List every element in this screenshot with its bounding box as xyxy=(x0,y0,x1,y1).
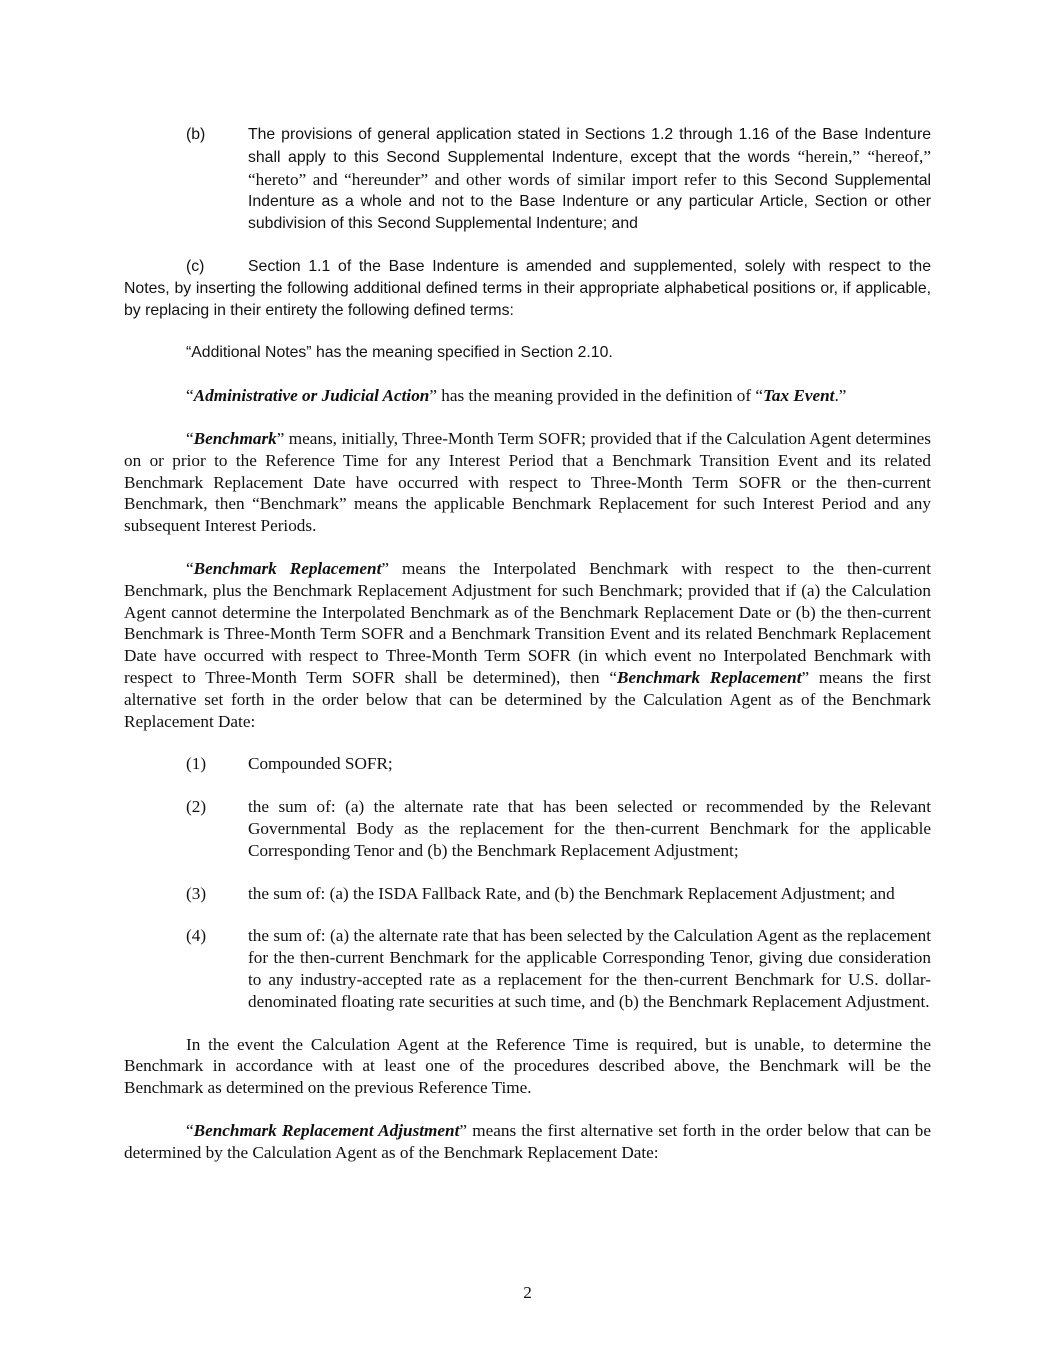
clause-b xyxy=(124,124,931,235)
list-item xyxy=(124,753,931,775)
list-item-label: (3) xyxy=(186,883,207,903)
definition-text: ” has the meaning provided in the definition of “ xyxy=(429,386,763,406)
definition-end: .” xyxy=(834,386,847,406)
definition-text: ” means the first alternative set forth in the order below that can be determined by the Calculation Agent as of the Benchmark Replacement Date: xyxy=(124,1120,932,1162)
definition-benchmark xyxy=(124,428,931,537)
open-quote: “ xyxy=(186,558,194,578)
list-item-label: (4) xyxy=(186,926,207,946)
definition-text-continued: ” means the first alternative set forth in the order below that can be determined by the Calculation Agent as of the Benchmark Replacement Date: xyxy=(124,667,931,731)
defined-term: Administrative or Judicial Action xyxy=(193,386,430,406)
list-item xyxy=(124,796,931,861)
clause-b-label: (b) xyxy=(186,126,206,143)
list-item xyxy=(124,925,931,1012)
clause-b-text-3: this Second Supplemental Indenture as a whole and not to the Base Indenture or any particular Article, Section or other subdivision of this Second Supplemental Indenture; and xyxy=(248,171,931,233)
document-page xyxy=(124,124,931,1163)
defined-term: Benchmark xyxy=(193,428,277,448)
open-quote: “ xyxy=(186,1120,194,1140)
definition-text: ” means the Interpolated Benchmark with respect to the then-current Benchmark, plus the Benchmark Replacement Adjustment for such Benchmark; provided that if (a) the Calculation Agent cannot determine the Interpolated Benchmark as of the Benchmark Replacement Date or (b) the then-current Benchmark is Three-Month Term SOFR and a Benchmark Transition Event and its related Benchmark Replacement Date have occurred with respect to Three-Month Term SOFR (in which event no Interpolated Benchmark with respect to Three-Month Term SOFR shall be determined), then “ xyxy=(124,558,931,687)
defined-term: Benchmark Replacement xyxy=(193,558,382,578)
list-item-label: (2) xyxy=(186,797,207,817)
definition-additional-notes: “Additional Notes” has the meaning specified in Section 2.10. xyxy=(186,344,613,362)
list-item-text: Compounded SOFR; xyxy=(248,754,393,774)
event-paragraph: In the event the Calculation Agent at the Reference Time is required, but is unable, to determine the Benchmark in accordance with at least one of the procedures described above, the Benchmark will be the Benchmark as determined on the previous Reference Time. xyxy=(124,1034,931,1098)
open-quote: “ xyxy=(186,428,194,448)
definition-benchmark-replacement xyxy=(124,558,931,732)
page-number: 2 xyxy=(523,1283,532,1302)
clause-c-text: Section 1.1 of the Base Indenture is amended and supplemented, solely with respect to the Notes, by inserting the following additional defined terms in their appropriate alphabetical positions or, if applicable, by replacing in their entirety the following defined terms: xyxy=(124,257,931,319)
list-item-text: the sum of: (a) the alternate rate that has been selected or recommended by the Relevant Governmental Body as the replacement for the then-current Benchmark for the applicable Corresponding Tenor and (b) the Benchmark Replacement Adjustment; xyxy=(248,797,931,860)
referenced-term: Tax Event xyxy=(763,386,835,406)
list-item-text: the sum of: (a) the ISDA Fallback Rate, and (b) the Benchmark Replacement Adjustment; and xyxy=(248,883,895,903)
list-item xyxy=(124,883,931,905)
definition-administrative-action xyxy=(124,385,931,407)
clause-c xyxy=(124,256,931,321)
defined-term: Benchmark Replacement Adjustment xyxy=(193,1120,460,1140)
definition-benchmark-replacement-adjustment xyxy=(124,1120,931,1164)
list-item-text: the sum of: (a) the alternate rate that has been selected by the Calculation Agent as the replacement for the then-current Benchmark for the applicable Corresponding Tenor, giving due consideration to any industry-accepted rate as a replacement for the then-current Benchmark for U.S. dollar-denominated floating rate securities at such time, and (b) the Benchmark Replacement Adjustment. xyxy=(248,926,931,1011)
clause-b-text-2: “herein,” “hereof,” “hereto” and “hereunder” and other words of similar import refer to xyxy=(248,146,931,189)
definition-text: ” means, initially, Three-Month Term SOFR; provided that if the Calculation Agent determines on or prior to the Reference Time for any Interest Period that a Benchmark Transition Event and its related Benchmark Replacement Date have occurred with respect to Three-Month Term SOFR or the then-current Benchmark, then “Benchmark” means the applicable Benchmark Replacement for such Interest Period and any subsequent Interest Periods. xyxy=(124,428,931,536)
open-quote: “ xyxy=(186,386,194,406)
clause-b-text-1: The provisions of general application stated in Sections 1.2 through 1.16 of the Base Indenture shall apply to this Second Supplemental Indenture, except that the words xyxy=(248,126,931,166)
clause-c-label: (c) xyxy=(186,257,205,275)
defined-term-repeat: Benchmark Replacement xyxy=(617,667,802,687)
list-item-label: (1) xyxy=(186,754,207,774)
